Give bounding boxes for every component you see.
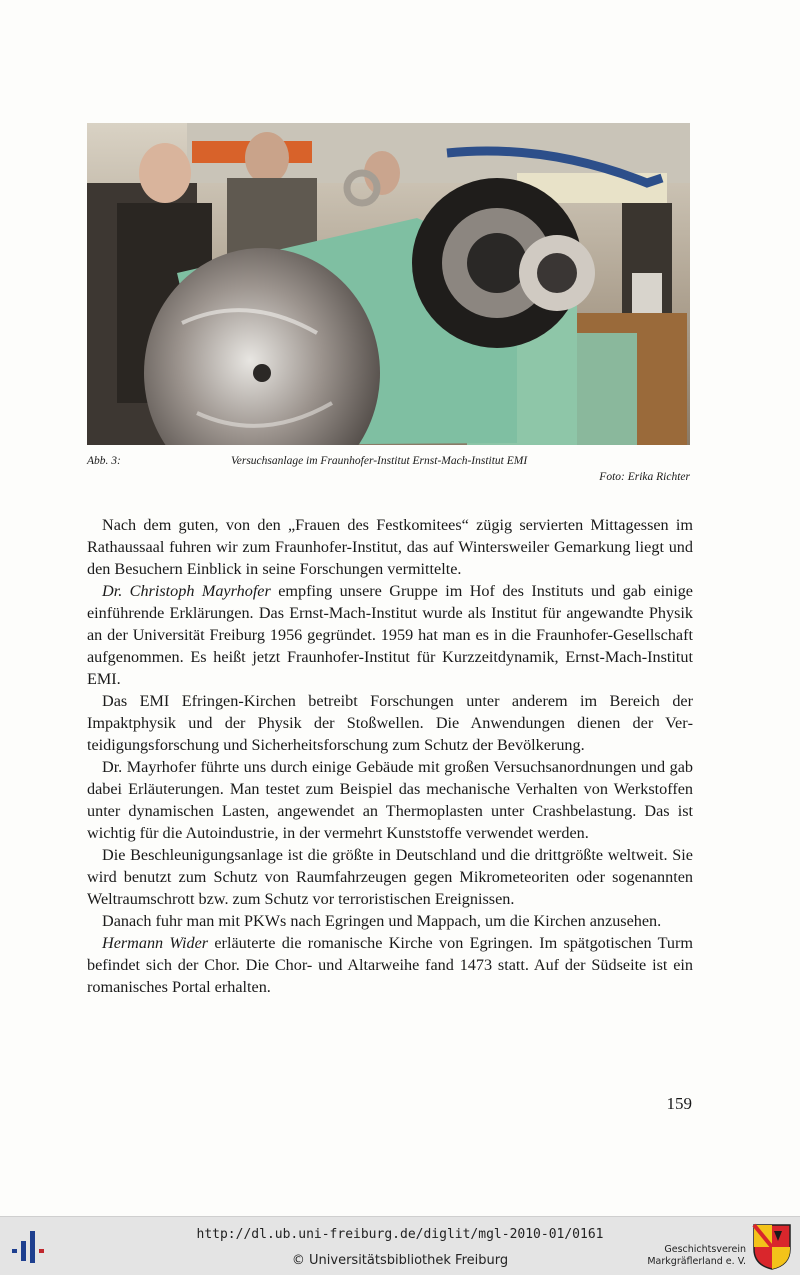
paragraph: Das EMI Efringen-Kirchen betreibt Forschungen unter anderem im Bereich der Impaktphysik und der Physik der Stoßwellen. Die Anwendungen dienen der Verteidigungsforschung und Sicherheitsforschung zum Schutz der Bevölkerung. xyxy=(87,692,693,754)
society-line-1: Geschichtsverein xyxy=(664,1244,746,1255)
paragraph: Dr. Mayrhofer führte uns durch einige Gebäude mit großen Versuchsanordnungen und gab dabei Erläuterungen. Man testet zum Beispiel das mechanische Verhalten von Werkstoffen unter dynamischen Lasten, angewendet an Thermoplasten unter Crashbelastung. Das ist wichtig für die Autoindustrie, in der vermehrt Kunststoffe verwendet werden. xyxy=(87,758,693,842)
figure-photo xyxy=(87,123,690,445)
document-url-link[interactable]: http://dl.ub.uni-freiburg.de/diglit/mgl-2010-01/0161 xyxy=(196,1227,604,1242)
paragraph-text: erläuterte die romanische Kirche von Egringen. Im spätgotischen Turm befindet sich der Chor. Die Chor- und Altarweihe fand 1473 statt. Auf der Südseite ist ein romanisches Portal erhalten. xyxy=(87,934,693,996)
person-name: Hermann Wider xyxy=(102,934,209,952)
footer-bar xyxy=(0,1216,800,1275)
photo-image xyxy=(87,123,690,445)
caption-label: Abb. 3: xyxy=(87,455,121,467)
photo-credit: Foto: Erika Richter xyxy=(599,471,690,483)
caption-text: Versuchsanlage im Fraunhofer-Institut Ernst-Mach-Institut EMI xyxy=(231,455,528,467)
paragraph xyxy=(87,932,693,998)
paragraph: Die Beschleunigungsanlage ist die größte in Deutschland und die drittgrößte weltweit. Sie wird benutzt zum Schutz von Raumfahrzeugen gegen Mikrometeoriten oder sogenannten Weltraumschrott bzw. zum Schutz vor terroristischen Ereignissen. xyxy=(87,846,693,908)
society-crest-icon[interactable] xyxy=(752,1223,792,1271)
person-name: Dr. Christoph Mayrhofer xyxy=(102,582,271,600)
article-body xyxy=(87,514,693,998)
society-line-2: Markgräflerland e. V. xyxy=(647,1256,746,1267)
page-number: 159 xyxy=(666,1094,692,1113)
paragraph: Nach dem guten, von den „Frauen des Festkomitees“ zügig servierten Mittagessen im Rathaussaal fuhren wir zum Fraunhofer-Institut, das auf Wintersweiler Gemarkung liegt und den Besuchern Einblick in seine Forschungen vermittelte. xyxy=(87,516,693,578)
paragraph-text: empfing unsere Gruppe im Hof des Instituts und gab einige einführende Erklärungen. Das Ernst-Mach-Institut wurde als Institut für angewandte Physik an der Universität Freiburg 1956 gegründet. 1959 hat man es in die Fraunhofer-Gesellschaft aufgenommen. Es heißt jetzt Fraunhofer-Institut für Kurzzeitdynamik, Ernst-Mach-Institut EMI. xyxy=(87,582,693,688)
paragraph xyxy=(87,580,693,690)
paragraph: Danach fuhr man mit PKWs nach Egringen und Mappach, um die Kirchen anzusehen. xyxy=(102,912,662,930)
figure-caption xyxy=(87,453,690,485)
society-name xyxy=(647,1244,746,1268)
copyright-text: © Universitätsbibliothek Freiburg xyxy=(291,1253,509,1268)
